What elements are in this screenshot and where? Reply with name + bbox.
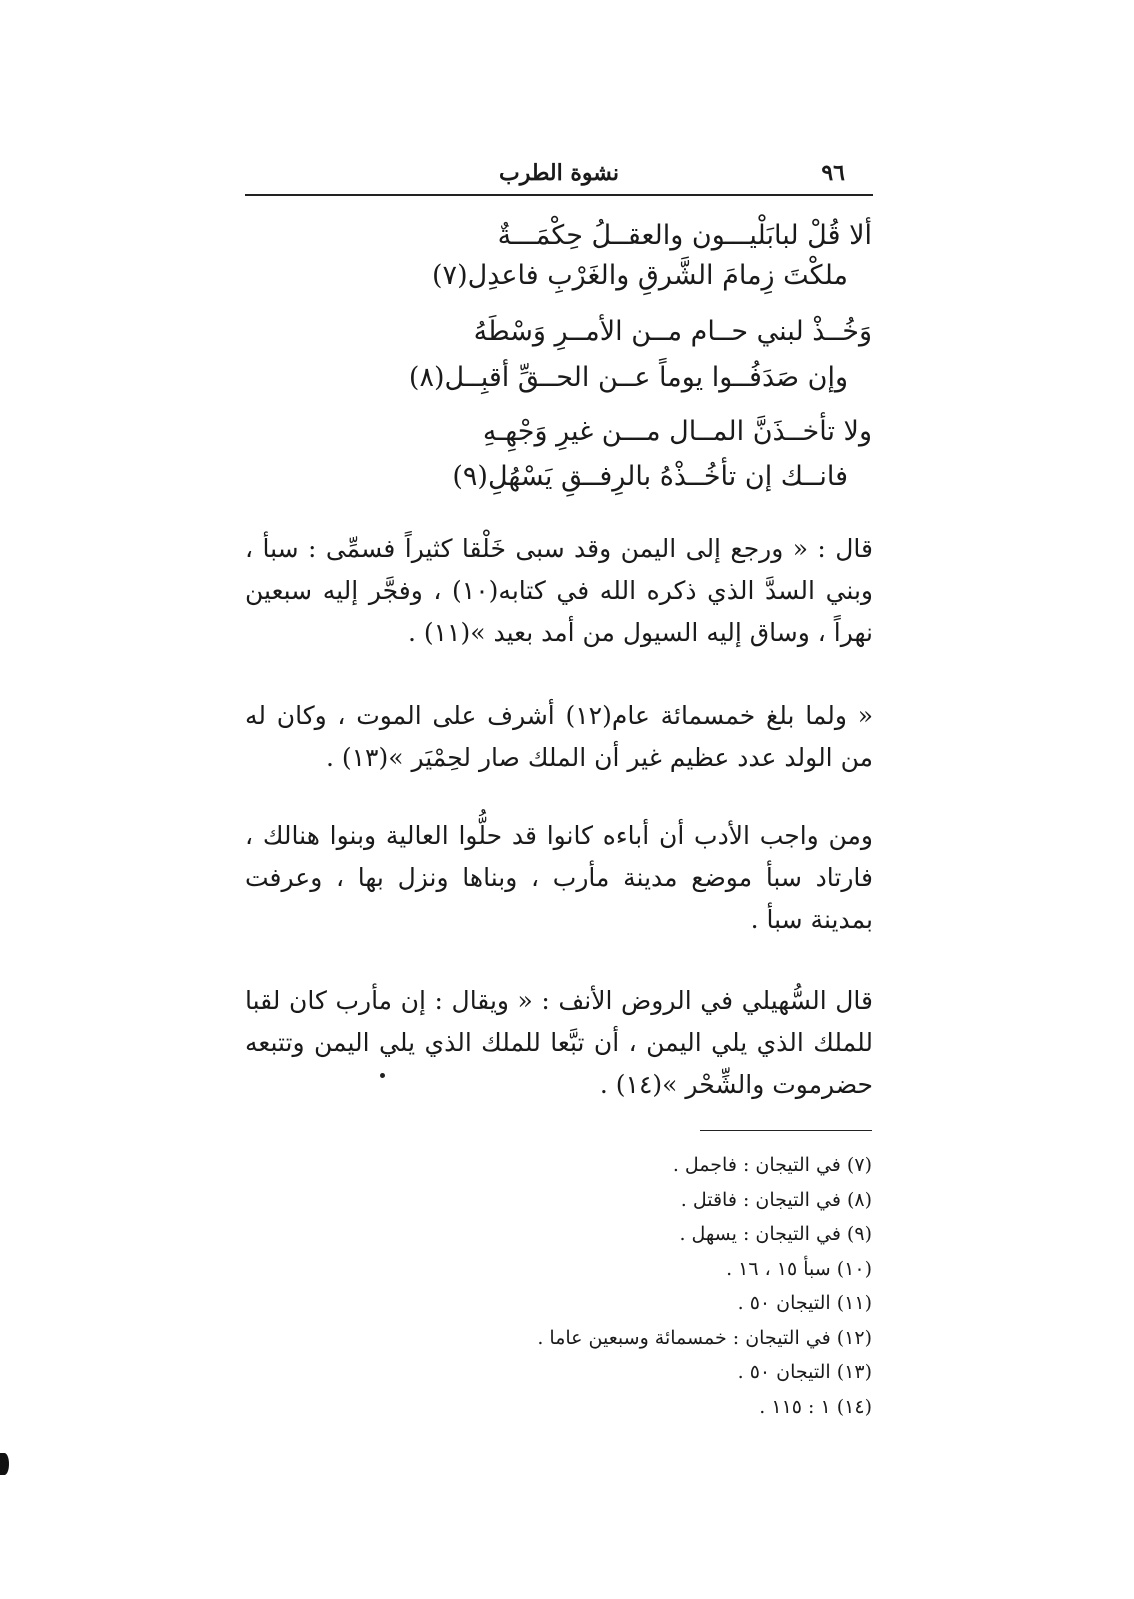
running-header bbox=[245, 160, 873, 192]
verse-line: ملكْتَ زِمامَ الشَّرقِ والغَرْبِ فاعدِل(٧) bbox=[432, 260, 848, 291]
footnote: (١٠) سبأ ١٥ ، ١٦ . bbox=[726, 1257, 872, 1280]
footnote: (١١) التيجان ٥٠ . bbox=[737, 1292, 872, 1314]
book-title: نشوة الطرب bbox=[498, 160, 619, 186]
footnote: (٩) في التيجان : يسهل . bbox=[679, 1223, 872, 1245]
footnote: (٨) في التيجان : فاقتل . bbox=[680, 1188, 872, 1211]
verse-line: ولا تأخــذَنَّ المــال مـــن غيرِ وَجْهِـهِ bbox=[482, 416, 872, 447]
body-paragraph: ومن واجب الأدب أن أباءه كانوا قد حلُّوا العالية وبنوا هنالك ، فارتاد سبأ موضع مدينة مأرب ، وبناها ونزل بها ، وعرفت بمدينة سبأ . bbox=[245, 821, 873, 934]
scan-edge-mark bbox=[0, 1453, 9, 1475]
footnote: (١٣) التيجان ٥٠ . bbox=[737, 1361, 872, 1383]
body-paragraph: قال السُّهيلي في الروض الأنف : « ويقال : إن مأرب كان لقبا للملك الذي يلي اليمن ، أن تبَّعا للملك الذي يلي اليمن وتتبعه حضرموت والشِّحْر »(١٤) . bbox=[245, 986, 873, 1099]
verse-line: فانــك إن تأخُــذْهُ بالرِفــقِ يَسْهُلِ(٩) bbox=[452, 461, 848, 492]
footnote-rule bbox=[700, 1130, 872, 1131]
verse-line: وَخُــذْ لبني حــام مــن الأمــرِ وَسْطَهُ bbox=[473, 316, 872, 347]
scan-speck bbox=[380, 1073, 385, 1078]
header-rule bbox=[245, 194, 873, 196]
verse-line: وإن صَدَفُــوا يوماً عــن الحــقِّ أقبِــل(٨) bbox=[408, 362, 848, 393]
footnote: (٧) في التيجان : فاجمل . bbox=[672, 1154, 872, 1176]
page-number: ٩٦ bbox=[821, 160, 845, 186]
body-paragraph: قال : « ورجع إلى اليمن وقد سبى خَلْقا كثيراً فسمِّى : سبأ ، وبني السدَّ الذي ذكره الله في كتابه(١٠) ، وفجَّر إليه سبعين نهراً ، وساق إليه السيول من أمد بعيد »(١١) . bbox=[245, 534, 873, 647]
body-paragraph: « ولما بلغ خمسمائة عام(١٢) أشرف على الموت ، وكان له من الولد عدد عظيم غير أن الملك صار لحِمْيَر »(١٣) . bbox=[245, 701, 873, 772]
footnotes-list bbox=[372, 1148, 872, 1424]
footnote: (١٢) في التيجان : خمسمائة وسبعين عاما . bbox=[537, 1326, 872, 1349]
verse-line: ألا قُلْ لبابَلْيـــون والعقــلُ حِكْمَـــةٌ bbox=[497, 220, 872, 251]
footnote: (١٤) ١ : ١١٥ . bbox=[759, 1395, 872, 1418]
